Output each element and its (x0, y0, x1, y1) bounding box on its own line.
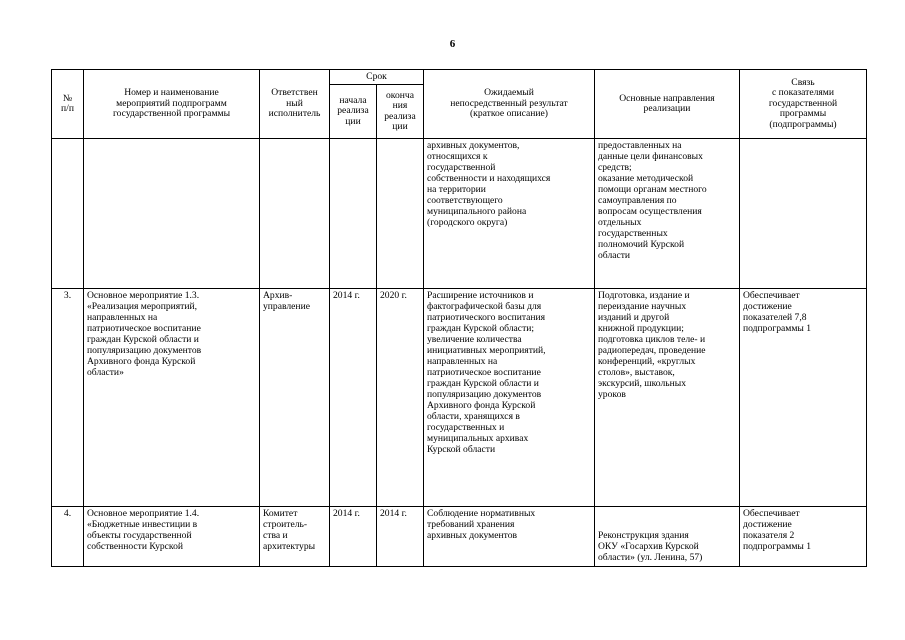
measures-table (51, 69, 867, 567)
row-start: 2014 г. (330, 507, 377, 567)
row-responsible: Архив- управление (260, 289, 330, 507)
row-link (740, 139, 867, 289)
header-link: Связь с показателями государственной программы (подпрограммы) (740, 70, 867, 139)
row-end: 2014 г. (377, 507, 424, 567)
row-link: Обеспечивает достижение показателя 2 подпрограммы 1 (740, 507, 867, 567)
row-result: Соблюдение нормативных требований хранения архивных документов (424, 507, 595, 567)
table-row (52, 507, 867, 567)
row-num: 3. (52, 289, 84, 507)
row-directions: Реконструкция здания ОКУ «Госархив Курской области» (ул. Ленина, 57) (595, 507, 740, 567)
table-row (52, 139, 867, 289)
row-responsible (260, 139, 330, 289)
row-num: 4. (52, 507, 84, 567)
header-name: Номер и наименование мероприятий подпрограмм государственной программы (84, 70, 260, 139)
header-num: № п/п (52, 70, 84, 139)
row-end (377, 139, 424, 289)
row-directions: предоставленных на данные цели финансовых средств; оказание методической помощи органам местного самоуправления по вопросам осуществления отдельных государственных полномочий Курской области (595, 139, 740, 289)
row-name: Основное мероприятие 1.3. «Реализация мероприятий, направленных на патриотическое воспитание граждан Курской области и популяризацию документов Архивного фонда Курской области» (84, 289, 260, 507)
table-row (52, 289, 867, 507)
header-end: оконча ния реализа ции (377, 85, 424, 139)
row-result: Расширение источников и фактографической базы для патриотического воспитания граждан Курской области; увеличение количества инициативных мероприятий, направленных на патриотическое воспитание граждан Курской области и популяризацию документов Архивного фонда Курской области, хранящихся в государственных и муниципальных архивах Курской области (424, 289, 595, 507)
header-directions: Основные направления реализации (595, 70, 740, 139)
page-number: 6 (449, 38, 456, 50)
row-start: 2014 г. (330, 289, 377, 507)
header-term: Срок (330, 70, 424, 85)
row-start (330, 139, 377, 289)
header-start: начала реализа ции (330, 85, 377, 139)
row-directions: Подготовка, издание и переиздание научных изданий и другой книжной продукции; подготовка циклов теле- и радиопередач, проведение конференций, «круглых столов», выставок, экскурсий, школьных уроков (595, 289, 740, 507)
row-name: Основное мероприятие 1.4. «Бюджетные инвестиции в объекты государственной собственности Курской (84, 507, 260, 567)
row-num (52, 139, 84, 289)
header-responsible: Ответствен ный исполнитель (260, 70, 330, 139)
row-end: 2020 г. (377, 289, 424, 507)
row-result: архивных документов, относящихся к государственной собственности и находящихся на территории соответствующего муниципального района (городского округа) (424, 139, 595, 289)
header-result: Ожидаемый непосредственный результат (краткое описание) (424, 70, 595, 139)
row-name (84, 139, 260, 289)
row-responsible: Комитет строитель- ства и архитектуры (260, 507, 330, 567)
row-link: Обеспечивает достижение показателей 7,8 подпрограммы 1 (740, 289, 867, 507)
